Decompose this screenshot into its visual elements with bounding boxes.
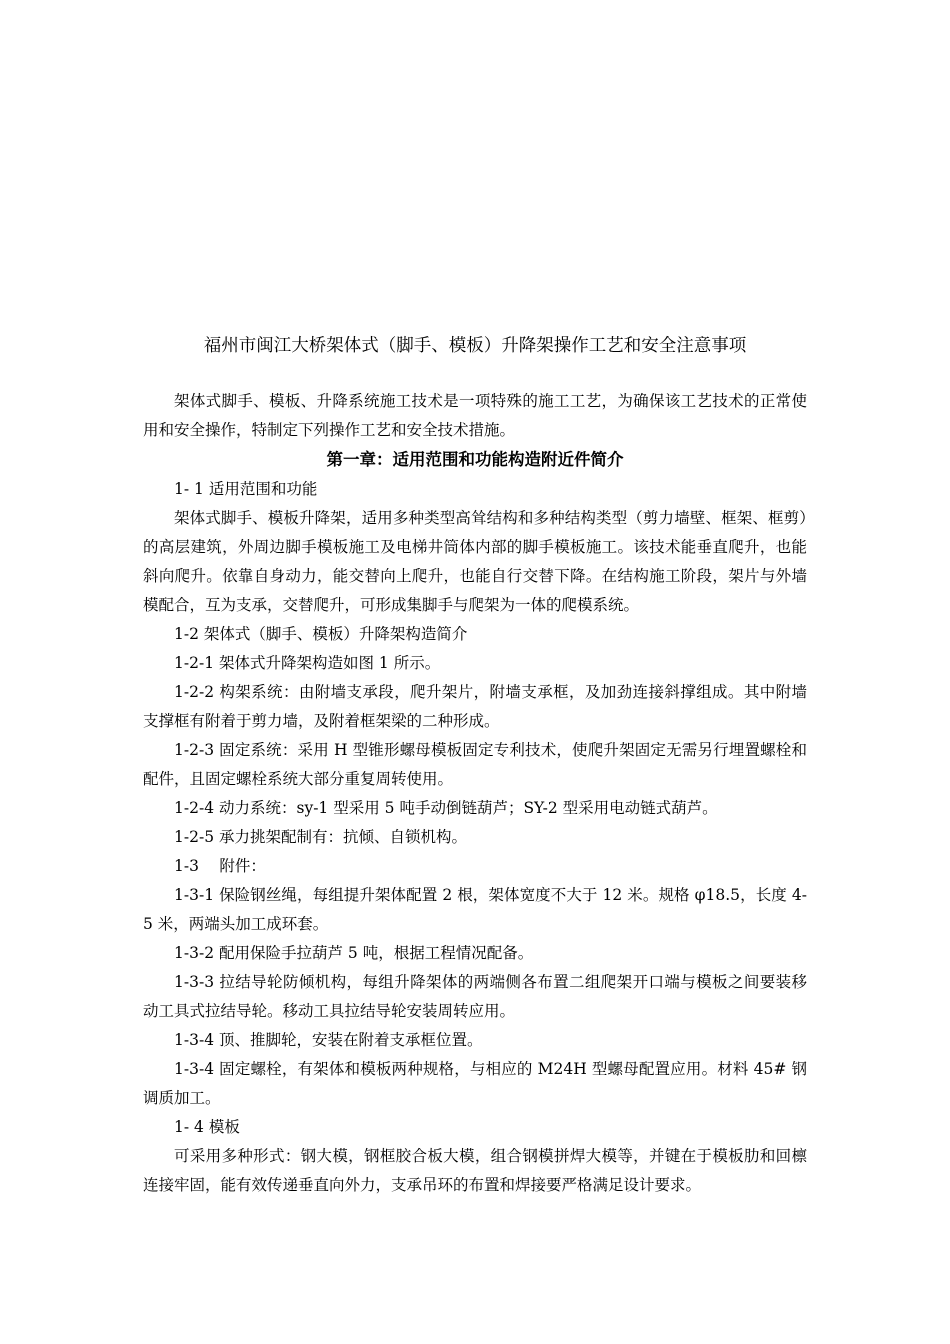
- body-paragraph: 1-2-3 固定系统：采用 H 型锥形螺母模板固定专利技术，使爬升架固定无需另行埋置螺栓和配件，且固定螺栓系统大部分重复周转使用。: [143, 741, 807, 788]
- body-paragraph: 1-3-2 配用保险手拉葫芦 5 吨，根据工程情况配备。: [174, 944, 534, 962]
- document-title: 福州市闽江大桥架体式（脚手、模板）升降架操作工艺和安全注意事项: [203, 336, 747, 356]
- section-heading: 1-3 附件：: [174, 857, 266, 875]
- body-paragraph: 1-3-4 固定螺栓，有架体和模板两种规格，与相应的 M24H 型螺母配置应用。材料 45# 钢调质加工。: [143, 1060, 807, 1107]
- section-heading: 1- 4 模板: [174, 1118, 240, 1136]
- body-paragraph: 可采用多种形式：钢大模，钢框胶合板大模，组合钢模拼焊大模等，并键在于模板肋和回檩连接牢固，能有效传递垂直向外力，支承吊环的布置和焊接要严格满足设计要求。: [143, 1147, 807, 1194]
- body-paragraph: 1-2-4 动力系统：sy-1 型采用 5 吨手动倒链葫芦；SY-2 型采用电动链式葫芦。: [174, 799, 718, 817]
- section-heading: 1-2 架体式（脚手、模板）升降架构造简介: [174, 625, 468, 643]
- intro-paragraph: 架体式脚手、模板、升降系统施工技术是一项特殊的施工工艺，为确保该工艺技术的正常使用和安全操作，特制定下列操作工艺和安全技术措施。: [143, 392, 807, 439]
- body-paragraph: 1-3-1 保险钢丝绳，每组提升架体配置 2 根，架体宽度不大于 12 米。规格 φ18.5，长度 4-5 米，两端头加工成环套。: [143, 886, 807, 933]
- chapter-heading: 第一章：适用范围和功能构造附近件简介: [326, 450, 624, 469]
- body-paragraph: 架体式脚手、模板升降架，适用多种类型高耸结构和多种结构类型（剪力墙壁、框架、框剪）的高层建筑，外周边脚手模板施工及电梯井筒体内部的脚手模板施工。该技术能垂直爬升，也能斜向爬升。依靠自身动力，能交替向上爬升，也能自行交替下降。在结构施工阶段，架片与外墙模配合，互为支承，交替爬升，可形成集脚手与爬架为一体的爬模系统。: [143, 509, 807, 614]
- body-paragraph: 1-2-2 构架系统：由附墙支承段，爬升架片，附墙支承框，及加劲连接斜撑组成。其中附墙支撑框有附着于剪力墙，及附着框架梁的二种形成。: [143, 683, 807, 730]
- section-heading: 1- 1 适用范围和功能: [174, 480, 318, 498]
- document-body: [143, 387, 807, 1200]
- body-paragraph: 1-3-3 拉结导轮防倾机构，每组升降架体的两端侧各布置二组爬架开口端与模板之间要装移动工具式拉结导轮。移动工具拉结导轮安装周转应用。: [143, 973, 807, 1020]
- body-paragraph: 1-2-5 承力挑架配制有：抗倾、自锁机构。: [174, 828, 467, 846]
- body-paragraph: 1-3-4 顶、推脚轮，安装在附着支承框位置。: [174, 1031, 483, 1049]
- body-paragraph: 1-2-1 架体式升降架构造如图 1 所示。: [174, 654, 441, 672]
